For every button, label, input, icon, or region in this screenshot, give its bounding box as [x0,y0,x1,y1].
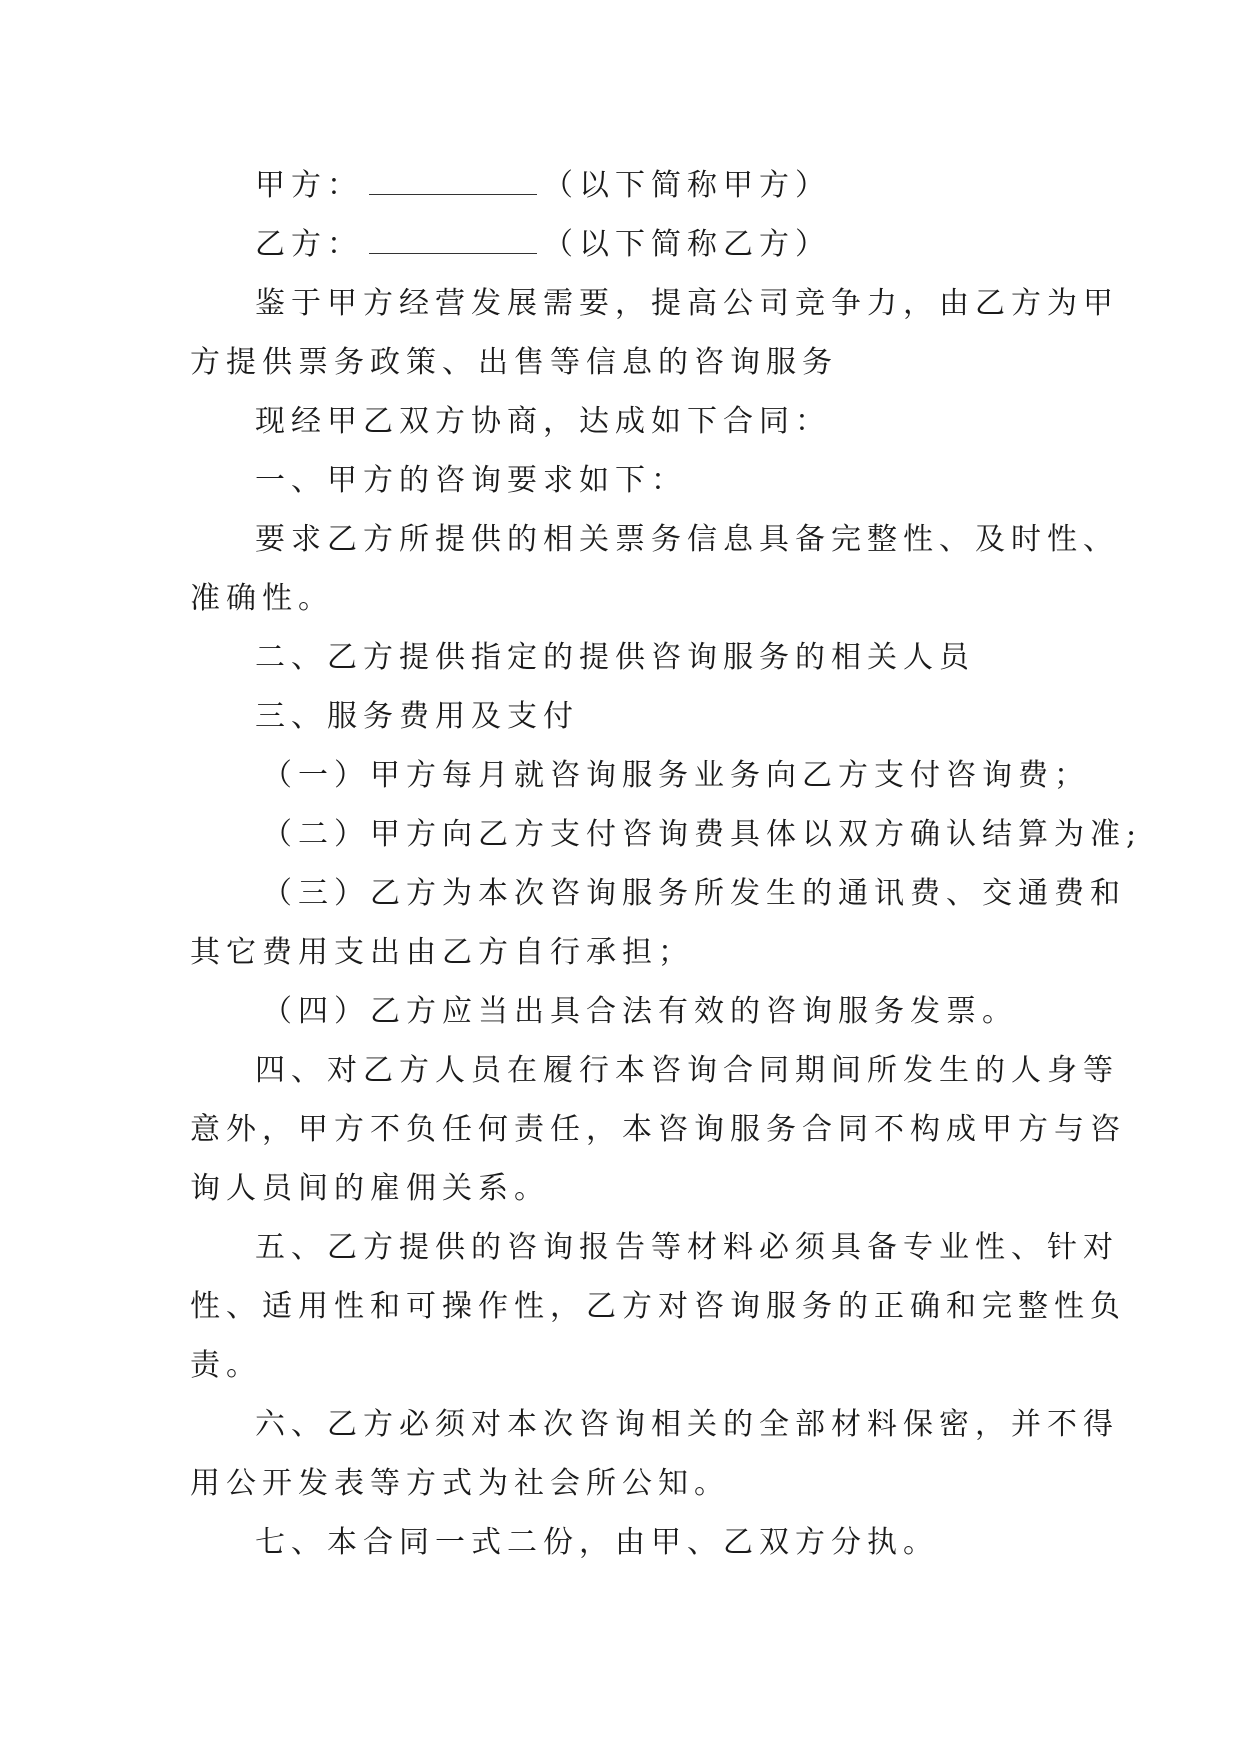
body-line: 准确性。 [190,581,334,616]
body-line: 鉴于甲方经营发展需要，提高公司竞争力，由乙方为甲 [255,286,1119,321]
body-line: 性、适用性和可操作性，乙方对咨询服务的正确和完整性负 [190,1289,1126,1324]
section-heading: 七、本合同一式二份，由甲、乙双方分执。 [255,1525,939,1560]
party-b-label: 乙方： [255,227,363,262]
body-line: 其它费用支出由乙方自行承担； [190,935,694,970]
party-a-label: 甲方： [255,168,363,203]
body-line: 要求乙方所提供的相关票务信息具备完整性、及时性、 [255,522,1119,557]
section-heading: 二、乙方提供指定的提供咨询服务的相关人员 [255,640,975,675]
party-b-line [255,225,1135,265]
body-line: 方提供票务政策、出售等信息的咨询服务 [190,345,838,380]
body-line: 用公开发表等方式为社会所公知。 [190,1466,730,1501]
party-a-line [255,166,1135,206]
section-heading: 六、乙方必须对本次咨询相关的全部材料保密，并不得 [255,1407,1119,1442]
body-line: 询人员间的雇佣关系。 [190,1171,550,1206]
section-heading: 五、乙方提供的咨询报告等材料必须具备专业性、针对 [255,1230,1119,1265]
body-line: （四）乙方应当出具合法有效的咨询服务发票。 [262,994,1018,1029]
body-line: （三）乙方为本次咨询服务所发生的通讯费、交通费和 [262,876,1126,911]
section-heading: 四、对乙方人员在履行本咨询合同期间所发生的人身等 [255,1053,1119,1088]
section-heading: 三、服务费用及支付 [255,699,579,734]
party-a-blank [369,172,537,195]
party-b-note: （以下简称乙方） [543,227,831,262]
body-line: （一）甲方每月就咨询服务业务向乙方支付咨询费； [262,758,1090,793]
party-b-blank [369,231,537,254]
party-a-note: （以下简称甲方） [543,168,831,203]
body-line: 现经甲乙双方协商，达成如下合同： [255,404,831,439]
body-line: 意外，甲方不负任何责任，本咨询服务合同不构成甲方与咨 [190,1112,1126,1147]
section-heading: 一、甲方的咨询要求如下： [255,463,687,498]
body-line: 责。 [190,1348,262,1383]
body-line: （二）甲方向乙方支付咨询费具体以双方确认结算为准; [262,817,1143,852]
